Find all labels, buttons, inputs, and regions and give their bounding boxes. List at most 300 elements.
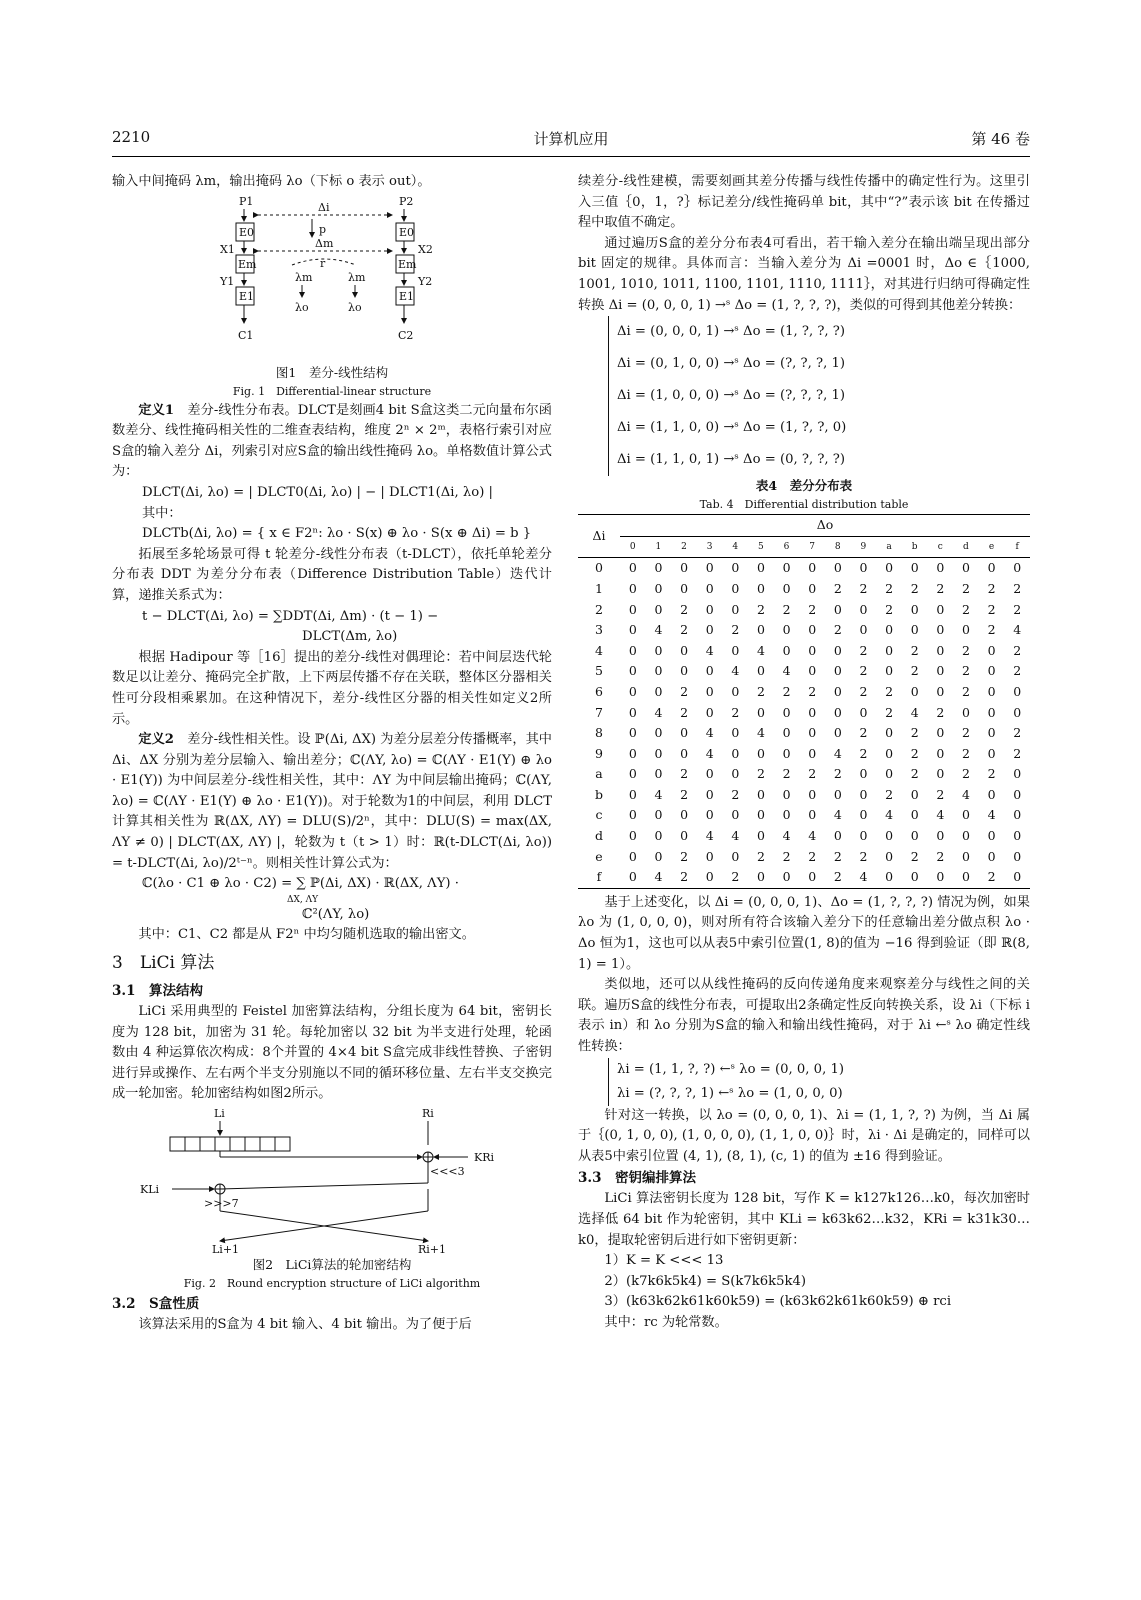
col-label: a xyxy=(876,536,902,558)
label-dm: Δm xyxy=(315,236,334,250)
table-cell: 0 xyxy=(628,786,637,802)
table-cell: 0 xyxy=(731,642,740,658)
table-cell: 2 xyxy=(833,622,842,638)
table-cell: 0 xyxy=(628,663,637,679)
label-kri: KRi xyxy=(474,1151,495,1164)
label-lo-a: λo xyxy=(295,300,309,314)
base-paragraph: 基于上述变化，以 Δi = (0, 0, 0, 1)、Δo = (1, ?, ?, ?) 情况为例，如果 λo 为 (1, 0, 0, 0)，则对所有符合该输入差分下的任意输出差分做点积 λo · Δo 恒为1，这也可以从表5中索引位置(1, 8)的值为 −16 得到验证（即 ℝ(8, 1) = 1）。 xyxy=(578,894,1030,972)
row-label: e xyxy=(595,848,603,864)
table-cell: 4 xyxy=(1013,622,1022,638)
table-row xyxy=(578,867,1030,888)
row-label: 2 xyxy=(595,601,603,617)
table-row xyxy=(578,785,1030,806)
table-cell: 0 xyxy=(987,828,996,844)
table-cell: 2 xyxy=(936,848,945,864)
table-cell: 0 xyxy=(885,848,894,864)
table-cell: 2 xyxy=(859,580,868,596)
row-label: 5 xyxy=(595,663,603,679)
table-cell: 0 xyxy=(961,560,970,576)
formula-corr-a: ℂ(λo · C1 ⊕ λo · C2) = ∑ ℙ(Δi, ΔX) · ℝ(ΔX, ΛY) · xyxy=(142,876,459,892)
table-cell: 0 xyxy=(1013,560,1022,576)
table-cell: 2 xyxy=(808,848,817,864)
table-cell: 0 xyxy=(705,848,714,864)
table-cell: 0 xyxy=(628,601,637,617)
qizhong-1: 其中： xyxy=(142,505,182,521)
table-row xyxy=(578,703,1030,724)
diff-case: Δi = (1, 1, 0, 1) →ˢ Δo = (0, ?, ?, ?) xyxy=(617,452,845,468)
table-cell: 0 xyxy=(953,867,979,888)
section-3-1-paragraph: LiCi 采用典型的 Feistel 加密算法结构，分组长度为 64 bit，密钥长度为 128 bit，加密为 31 轮。每轮加密以 32 bit 为半支进行处理，轮函数由 4 种运算依次构成：8个并置的 4×4 bit S盒完成非线性替换、子密钥进行异或操作、左右两个半支分别施以不同的循环移位量、左右半支交换完成一轮加密。轮加密结构如图2所示。 xyxy=(112,1004,552,1102)
table-cell: 2 xyxy=(885,601,894,617)
label-c2: C2 xyxy=(398,328,414,342)
table-cell: 2 xyxy=(910,745,919,761)
table-cell: 0 xyxy=(654,642,663,658)
tdlct-paragraph: 拓展至多轮场景可得 t 轮差分-线性分布表（t-DLCT），依托单轮差分分布表 DDT 为差分分布表（Difference Distribution Table）迭代计算，递推关系式为： xyxy=(112,546,552,603)
volume: 第 46 卷 xyxy=(971,130,1030,148)
table-cell: 0 xyxy=(705,704,714,720)
table-cell: 0 xyxy=(859,766,868,782)
label-lo-b: λo xyxy=(348,300,362,314)
table-cell: 2 xyxy=(961,663,970,679)
table-row xyxy=(578,600,1030,621)
table-cell: 2 xyxy=(987,580,996,596)
table-cell: 0 xyxy=(628,683,637,699)
table-cell: 2 xyxy=(859,683,868,699)
table-cell: 0 xyxy=(680,663,689,679)
table-cell: 2 xyxy=(833,766,842,782)
table-cell: 0 xyxy=(654,725,663,741)
table-cell: 2 xyxy=(680,622,689,638)
table-cell: 0 xyxy=(808,622,817,638)
table-cell: 0 xyxy=(910,622,919,638)
table-cell: 0 xyxy=(885,642,894,658)
table-cell: 0 xyxy=(1013,848,1022,864)
table-cell: 0 xyxy=(620,867,646,888)
table-cell: 0 xyxy=(628,828,637,844)
table-cell: 2 xyxy=(680,848,689,864)
row-label: 7 xyxy=(595,704,603,720)
label-ri1: Ri+1 xyxy=(418,1243,447,1255)
table-cell: 2 xyxy=(885,580,894,596)
table-cell: 0 xyxy=(910,560,919,576)
table-cell: 4 xyxy=(782,663,791,679)
col-label: 3 xyxy=(697,536,723,558)
table-cell: 0 xyxy=(756,704,765,720)
table-cell: 2 xyxy=(756,601,765,617)
table-cell: 2 xyxy=(936,580,945,596)
table-cell: 2 xyxy=(961,580,970,596)
table-cell: 0 xyxy=(808,663,817,679)
key-step: 2）(k7k6k5k4) = S(k7k6k5k4) xyxy=(604,1273,807,1289)
col-label: 1 xyxy=(646,536,672,558)
label-di: Δi xyxy=(318,200,330,214)
table-cell: 0 xyxy=(628,766,637,782)
figure-1 xyxy=(112,193,552,401)
table-row xyxy=(578,723,1030,744)
table-cell: 0 xyxy=(885,663,894,679)
def2-paragraph xyxy=(112,730,552,874)
row-label: 1 xyxy=(595,580,603,596)
running-header xyxy=(112,128,1030,150)
table-cell: 0 xyxy=(833,663,842,679)
table-cell: 2 xyxy=(833,580,842,596)
table-cell: 0 xyxy=(705,601,714,617)
table-cell: 4 xyxy=(654,622,663,638)
fig2-caption-en: Fig. 2 Round encryption structure of LiCi algorithm xyxy=(183,1277,481,1290)
def1-title: 定义1 xyxy=(138,402,175,418)
table-cell: 0 xyxy=(628,642,637,658)
linear-cases xyxy=(608,1058,1030,1106)
col-label: c xyxy=(927,536,953,558)
col-label: e xyxy=(979,536,1005,558)
table-cell: 2 xyxy=(910,848,919,864)
table-row xyxy=(578,764,1030,785)
table-cell: 0 xyxy=(876,867,902,888)
table-cell: 4 xyxy=(833,745,842,761)
table-cell: 0 xyxy=(654,766,663,782)
table-cell: 0 xyxy=(808,580,817,596)
table-cell: 0 xyxy=(808,745,817,761)
table-cell: 4 xyxy=(910,704,919,720)
table-cell: 0 xyxy=(910,601,919,617)
section-3-3-paragraph: LiCi 算法密钥长度为 128 bit，写作 K = k127k126…k0，每次加密时选择低 64 bit 作为轮密钥，其中 KLi = k63k62…k32，KRi = k31k30…k0，提取轮密钥后进行如下密钥更新： xyxy=(578,1191,1030,1248)
table-cell: 2 xyxy=(936,704,945,720)
label-rot7: >>>7 xyxy=(204,1197,239,1210)
table-cell: 4 xyxy=(885,807,894,823)
table-cell: 0 xyxy=(833,828,842,844)
table-cell: 0 xyxy=(680,642,689,658)
table-cell: 0 xyxy=(782,642,791,658)
table-cell: 0 xyxy=(808,560,817,576)
label-rot3: <<<3 xyxy=(430,1165,465,1178)
table-cell: 0 xyxy=(885,828,894,844)
table-cell: 0 xyxy=(628,848,637,864)
row-label: 4 xyxy=(595,642,603,658)
table-cell: 2 xyxy=(782,601,791,617)
table-cell: 2 xyxy=(731,622,740,638)
row-label: d xyxy=(594,828,603,844)
label-em-right: Em xyxy=(398,257,417,271)
table-cell: 0 xyxy=(654,683,663,699)
table-cell: 0 xyxy=(680,807,689,823)
table-cell: 2 xyxy=(808,601,817,617)
table-cell: 4 xyxy=(808,828,817,844)
table-cell: 2 xyxy=(885,683,894,699)
def1-paragraph xyxy=(112,401,552,483)
table-cell: 2 xyxy=(808,766,817,782)
table-cell: 0 xyxy=(987,848,996,864)
table-cell: 0 xyxy=(756,786,765,802)
differential-linear-diagram xyxy=(112,193,552,363)
round-encryption-diagram xyxy=(112,1105,552,1255)
table-cell: 0 xyxy=(987,683,996,699)
label-li1: Li+1 xyxy=(212,1243,240,1255)
table-cell: 0 xyxy=(654,848,663,864)
fig2-caption: 图2 LiCi算法的轮加密结构 xyxy=(252,1257,412,1272)
table-cell: 4 xyxy=(987,807,996,823)
table-cell: 0 xyxy=(987,704,996,720)
table-cell: 0 xyxy=(799,867,825,888)
diff-case: Δi = (0, 1, 0, 0) →ˢ Δo = (?, ?, ?, 1) xyxy=(617,356,845,372)
table-cell: 0 xyxy=(731,580,740,596)
table-cell: 2 xyxy=(961,745,970,761)
table-cell: 0 xyxy=(987,642,996,658)
def2-text: 差分-线性相关性。设 ℙ(Δi, ΔX) 为差分层差分传播概率，其中 Δi、ΔX 分别为差分层输入、输出差分；ℂ(ΛY, λo) = ℂ(ΛY · E1(Y) ⊕ λo · E1(Y)) 为中间层差分-线性相关性，其中：ΛY 为中间层输出掩码；ℂ(ΛY, λo) = ℂ(ΛY · E1(Y) ⊕ λo · E1(Y))。对于轮数为1的中间层，利用 DLCT 计算其相关性为 ℝ(ΔX, ΛY) = DLU(S)/2ⁿ，其中：DLU(S) = max(ΔX, ΛY ≠ 0) | DLCT(ΔX, ΛY) |，轮数为 t（t > 1）时：ℝ(t-DLCT(Δi, λo)) = t-DLCT(Δi, λo)/2ᵗ⁻ⁿ。则相关性计算公式为： xyxy=(112,732,552,871)
table-cell: 0 xyxy=(756,580,765,596)
formula-corr-b: ℂ²(ΛY, λo) xyxy=(302,906,370,922)
label-p: p xyxy=(319,222,327,236)
table-cell: 0 xyxy=(910,828,919,844)
key-step: 1）K = K <<< 13 xyxy=(604,1253,724,1269)
table-cell: 2 xyxy=(782,848,791,864)
table-cell: 0 xyxy=(731,725,740,741)
table-cell: 0 xyxy=(654,807,663,823)
label-kli: KLi xyxy=(140,1183,160,1196)
table-cell: 0 xyxy=(833,704,842,720)
row-header: Δi xyxy=(578,515,620,558)
table-cell: 2 xyxy=(680,683,689,699)
table-row xyxy=(578,826,1030,847)
table-cell: 4 xyxy=(705,745,714,761)
table-cell: 0 xyxy=(808,807,817,823)
ddt-paragraph: 通过遍历S盒的差分分布表4可看出，若干输入差分在输出端呈现出部分 bit 固定的规律。具体而言：当输入差分为 Δi =0001 时，Δo ∈｛1000, 1001, 1010, 1011, 1100, 1101, 1110, 1111｝，对其进行归纳可得确定性转换 Δi = (0, 0, 0, 1) →ˢ Δo = (1, ?, ?, ?)，类似的可得到其他差分转换： xyxy=(578,235,1030,313)
section-3-1-title: 3.1 算法结构 xyxy=(112,983,203,1000)
table-cell: 2 xyxy=(680,766,689,782)
hadipour-paragraph: 根据 Hadipour 等［16］提出的差分-线性对偶理论：若中间层迭代轮数足以让差分、掩码完全扩散，上下两层传播不存在关联，整体区分器相关性可分段相乘累加。在这种情况下，差分-线性区分器的相关性如定义2所示。 xyxy=(112,649,552,727)
table-cell: 2 xyxy=(910,580,919,596)
table-cell: 0 xyxy=(1004,867,1030,888)
label-r: r xyxy=(320,256,326,270)
table-cell: 0 xyxy=(961,828,970,844)
row-label: f xyxy=(578,867,620,888)
table-cell: 2 xyxy=(885,786,894,802)
row-label: 8 xyxy=(595,725,603,741)
table-cell: 0 xyxy=(782,725,791,741)
table-cell: 0 xyxy=(680,560,689,576)
figure-2 xyxy=(112,1105,552,1293)
table-cell: 0 xyxy=(961,704,970,720)
lin-case: λi = (?, ?, ?, 1) ←ˢ λo = (1, 0, 0, 0) xyxy=(617,1085,843,1101)
table-cell: 0 xyxy=(628,560,637,576)
table-cell: 0 xyxy=(782,704,791,720)
table4-caption: 表4 差分分布表 xyxy=(755,478,853,494)
row-label: a xyxy=(595,766,603,782)
table-cell: 0 xyxy=(680,725,689,741)
table-cell: 0 xyxy=(756,745,765,761)
table-cell: 0 xyxy=(961,622,970,638)
table-cell: 0 xyxy=(885,766,894,782)
table-row xyxy=(578,579,1030,600)
section-3-title: 3 LiCi 算法 xyxy=(112,953,215,974)
table-cell: 0 xyxy=(628,580,637,596)
label-e0-right: E0 xyxy=(399,225,415,239)
table-cell: 4 xyxy=(654,704,663,720)
table-cell: 0 xyxy=(833,786,842,802)
table-cell: 2 xyxy=(756,683,765,699)
table-cell: 2 xyxy=(885,704,894,720)
table-cell: 2 xyxy=(979,867,1005,888)
table-row xyxy=(578,641,1030,662)
table-cell: 0 xyxy=(756,828,765,844)
col-label: d xyxy=(953,536,979,558)
label-em-left: Em xyxy=(238,257,257,271)
col-label: 6 xyxy=(774,536,800,558)
table-cell: 2 xyxy=(910,725,919,741)
table-cell: 0 xyxy=(808,704,817,720)
label-e1-left: E1 xyxy=(239,289,255,303)
table-cell: 2 xyxy=(961,601,970,617)
table-cell: 0 xyxy=(1013,704,1022,720)
table-cell: 0 xyxy=(910,786,919,802)
table-cell: 0 xyxy=(680,580,689,596)
table-cell: 0 xyxy=(756,622,765,638)
table-cell: 2 xyxy=(680,601,689,617)
table-cell: 0 xyxy=(910,683,919,699)
table-cell: 4 xyxy=(705,725,714,741)
table-cell: 0 xyxy=(731,766,740,782)
table-cell: 0 xyxy=(1013,683,1022,699)
table-cell: 2 xyxy=(859,745,868,761)
label-x1: X1 xyxy=(220,242,235,256)
table4-caption-en: Tab. 4 Differential distribution table xyxy=(699,498,909,512)
table-cell: 0 xyxy=(654,663,663,679)
table-cell: 0 xyxy=(808,642,817,658)
table-cell: 0 xyxy=(859,786,868,802)
table-cell: 0 xyxy=(987,786,996,802)
table-cell: 0 xyxy=(833,642,842,658)
row-label: 6 xyxy=(595,683,603,699)
table-cell: 2 xyxy=(808,683,817,699)
diff-case: Δi = (1, 1, 0, 0) →ˢ Δo = (1, ?, ?, 0) xyxy=(617,420,847,436)
label-lm-a: λm xyxy=(295,270,313,284)
col-label: f xyxy=(1004,536,1030,558)
table-row xyxy=(578,558,1030,579)
table-cell: 2 xyxy=(671,867,697,888)
col-label: 8 xyxy=(825,536,851,558)
table-cell: 2 xyxy=(680,786,689,802)
table-cell: 0 xyxy=(705,622,714,638)
linear-paragraph: 类似地，还可以从线性掩码的反向传递角度来观察差分与线性之间的关联。遍历S盒的线性分布表，可提取出2条确定性反向转换关系，设 λi（下标 i 表示 in）和 λo 分别为S盒的输入和输出线性掩码，对于 λi ←ˢ λo 确定性线性转换： xyxy=(578,977,1030,1054)
table-cell: 0 xyxy=(987,725,996,741)
table-cell: 0 xyxy=(936,683,945,699)
table-cell: 0 xyxy=(654,601,663,617)
col-label: 0 xyxy=(620,536,646,558)
table-cell: 4 xyxy=(833,807,842,823)
table-cell: 2 xyxy=(1013,642,1022,658)
table-cell: 2 xyxy=(1013,580,1022,596)
table-cell: 2 xyxy=(910,766,919,782)
formula-corr-sum: ΔX, ΛY xyxy=(287,894,319,905)
label-e0-left: E0 xyxy=(239,225,255,239)
label-e1-right: E1 xyxy=(399,289,415,303)
right-column xyxy=(578,172,1030,1334)
table-cell: 4 xyxy=(851,867,877,888)
formula-dlctb: DLCTb(Δi, λo) = { x ∈ F2ⁿ: λo · S(x) ⊕ λo · S(x ⊕ Δi) = b } xyxy=(142,526,532,542)
table-cell: 0 xyxy=(885,560,894,576)
table-cell: 4 xyxy=(654,786,663,802)
table-cell: 2 xyxy=(825,867,851,888)
formula-tdlct-b: DLCT(Δm, λo) xyxy=(302,629,398,645)
table-cell: 0 xyxy=(697,867,723,888)
col-header: Δo xyxy=(620,515,1030,537)
table-cell: 2 xyxy=(961,725,970,741)
row-label: b xyxy=(594,786,603,802)
table-cell: 0 xyxy=(782,560,791,576)
header-rule xyxy=(112,156,1030,157)
table-cell: 2 xyxy=(1013,663,1022,679)
table-cell: 0 xyxy=(628,622,637,638)
table-cell: 0 xyxy=(782,622,791,638)
table-cell: 0 xyxy=(885,725,894,741)
table-cell: 0 xyxy=(782,786,791,802)
table-cell: 0 xyxy=(808,725,817,741)
differential-cases xyxy=(608,316,1030,476)
table-cell: 0 xyxy=(731,560,740,576)
table-row xyxy=(578,744,1030,765)
table-cell: 0 xyxy=(654,828,663,844)
table-row xyxy=(578,620,1030,641)
table-cell: 0 xyxy=(705,683,714,699)
col-label: 4 xyxy=(722,536,748,558)
row-label: c xyxy=(595,807,603,823)
table-cell: 0 xyxy=(987,560,996,576)
table-cell: 0 xyxy=(628,807,637,823)
table-cell: 0 xyxy=(628,725,637,741)
table-cell: 0 xyxy=(731,807,740,823)
table-cell: 2 xyxy=(680,704,689,720)
table-cell: 4 xyxy=(731,828,740,844)
table-cell: 4 xyxy=(646,867,672,888)
label-c1: C1 xyxy=(238,328,254,342)
intro-line: 输入中间掩码 λm，输出掩码 λo（下标 o 表示 out）。 xyxy=(112,174,431,189)
table-cell: 2 xyxy=(1013,745,1022,761)
table-cell: 0 xyxy=(680,745,689,761)
table-cell: 0 xyxy=(808,786,817,802)
table-cell: 0 xyxy=(628,704,637,720)
key-step: 3）(k63k62k61k60k59) = (k63k62k61k60k59) ⊕ rci xyxy=(604,1294,952,1310)
table-cell: 0 xyxy=(885,745,894,761)
table-cell: 0 xyxy=(859,807,868,823)
table-cell: 2 xyxy=(936,786,945,802)
table-cell: 0 xyxy=(936,622,945,638)
table-cell: 0 xyxy=(1013,766,1022,782)
table-cell: 0 xyxy=(782,745,791,761)
table-row xyxy=(578,682,1030,703)
table-cell: 0 xyxy=(731,745,740,761)
table-cell: 0 xyxy=(936,601,945,617)
section-3-2-paragraph: 该算法采用的S盒为 4 bit 输入、4 bit 输出。为了便于后 xyxy=(138,1317,472,1332)
table-cell: 0 xyxy=(987,745,996,761)
table-cell: 0 xyxy=(859,560,868,576)
table-cell: 2 xyxy=(1013,725,1022,741)
table-cell: 0 xyxy=(936,828,945,844)
row-label: 3 xyxy=(595,622,603,638)
table-cell: 0 xyxy=(1013,807,1022,823)
table-cell: 0 xyxy=(936,745,945,761)
table-cell: 0 xyxy=(705,807,714,823)
table-row xyxy=(578,847,1030,868)
def2-title: 定义2 xyxy=(138,732,174,748)
table-row xyxy=(578,661,1030,682)
label-lm-b: λm xyxy=(348,270,366,284)
table-cell: 4 xyxy=(756,642,765,658)
table-cell: 2 xyxy=(756,848,765,864)
table-cell: 4 xyxy=(731,663,740,679)
table-cell: 0 xyxy=(859,601,868,617)
table-cell: 0 xyxy=(936,766,945,782)
col-label: 5 xyxy=(748,536,774,558)
table-cell: 0 xyxy=(833,683,842,699)
